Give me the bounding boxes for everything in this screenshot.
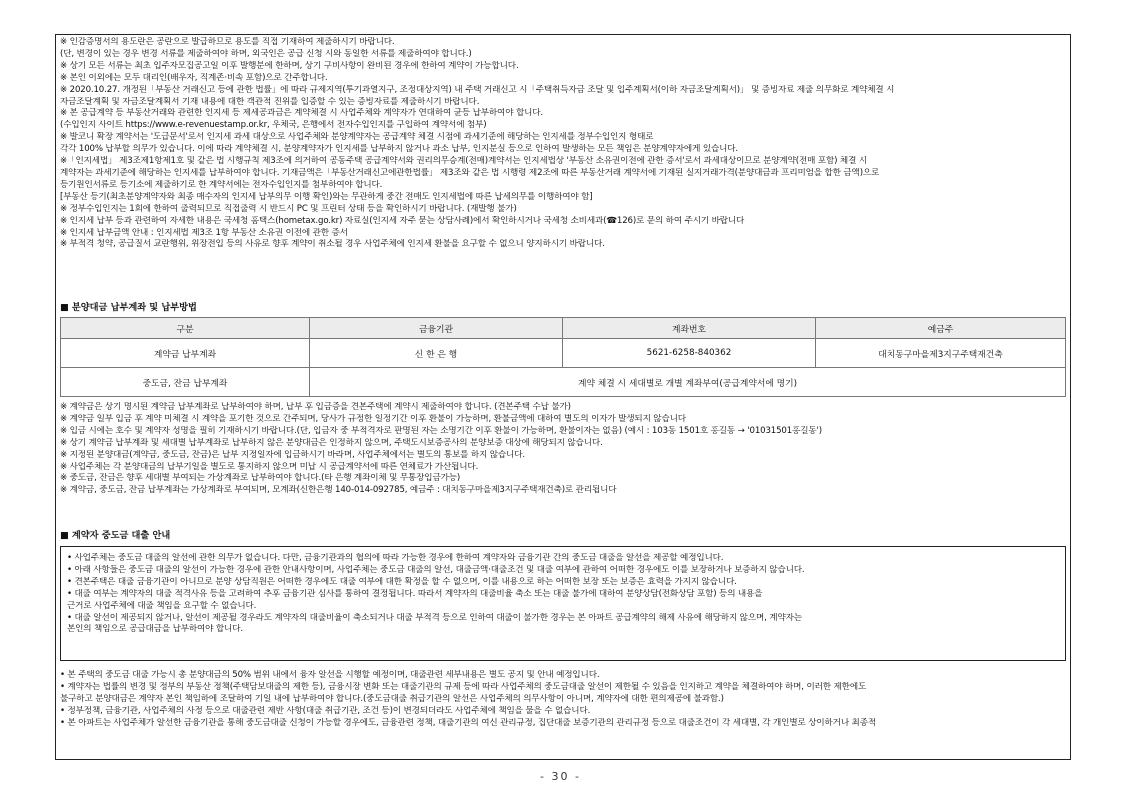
table-header-row <box>61 318 1066 339</box>
note-line: ※ 계약금, 중도금, 잔금 납부계좌는 가상계좌로 부여되며, 모계좌(신한은행 140-014-092785, 예금주 : 대치동구마을제3지구주택재건축)로 관리됩니다 <box>60 485 617 496</box>
note-line: 등기원인서류로 등기소에 제출하기로 한 계약서에는 전자수입인지를 첨부하여야 합니다. <box>60 179 383 190</box>
notes-top <box>60 37 1068 251</box>
note-line: [부동산 등기(최초분양계약자와 최종 매수자의 인지세 납부의무 이행 확인)와는 무관하게 중간 전매도 인지세법에 따른 납세의무를 이행하여야 함] <box>60 191 593 202</box>
note-line: ※ 입금 시에는 호수 및 계약자 성명을 필히 기재하시기 바랍니다.(단, 입금자 중 부적격자로 판명된 자는 소명기간 이후 환불이 가능하며, 환불이자는 없음) (예시 : 103동 1501호 홍길동 → '01031501홍길동') <box>60 425 822 436</box>
table-cell: 5621-6258-840362 <box>563 339 816 368</box>
table-cell: 신 한 은 행 <box>310 339 563 368</box>
note-line: 자금조달계획 및 자금조달계획서 기재 내용에 대한 객관적 진위를 입증할 수 있는 증빙자료를 제출하시기 바랍니다. <box>60 96 480 107</box>
note-line: ※ 인감증명서의 용도란은 공란으로 발급하므로 용도를 직접 기재하여 제출하시기 바랍니다. <box>60 37 395 47</box>
table-header-cell: 구분 <box>61 318 310 339</box>
note-line: ※ 사업주체는 각 분양대금의 납부기일을 별도로 통지하지 않으며 미납 시 공급계약서에 따른 연체료가 가산됩니다. <box>60 461 479 472</box>
loan-line: 본인의 책임으로 공급대금을 납부하여야 합니다. <box>67 624 243 635</box>
note-line: ※ 부적격 청약, 공급질서 교란행위, 위장전입 등의 사유로 향후 계약이 취소될 경우 사업주체에 인지세 환불을 요구할 수 없으니 양지하시기 바랍니다. <box>60 239 605 250</box>
loan-line: 근거로 사업주체에 대출 책임을 요구할 수 없습니다. <box>67 600 257 611</box>
note-line: 불구하고 분양대금은 계약자 본인 책임하에 조달하여 기일 내에 납부하여야 합니다.(중도금대출 취급기관의 알선은 사업주체의 의무사항이 아니며, 계약자에 대한 편의제공에 불과함.) <box>60 693 724 704</box>
section-title-payment: ■ 분양대금 납부계좌 및 납부방법 <box>60 302 197 313</box>
note-line: ※ 중도금, 잔금은 향후 세대별 부여되는 가상계좌로 납부하여야 합니다.(타 은행 계좌이체 및 무통장입금가능) <box>60 473 461 484</box>
note-line: (수입인지 사이트 https://www.e-revenuestamp.or.kr, 우체국, 은행에서 전자수입인지를 구입하여 계약서에 첨부) <box>60 120 487 131</box>
table-row <box>61 368 1066 397</box>
table-header-cell: 금융기관 <box>310 318 563 339</box>
note-line: ※ 인지세 납부금액 안내 : 인지세법 제3조 1항 부동산 소유권 이전에 관한 증서 <box>60 227 348 238</box>
payment-account-table <box>60 317 1066 397</box>
note-line: ※ 지정된 분양대금(계약금, 중도금, 잔금)은 납부 지정일자에 입금하시기 바라며, 사업주체에서는 별도의 통보를 하지 않습니다. <box>60 449 525 460</box>
loan-line: • 대출 여부는 계약자의 대출 적격사유 등을 고려하여 추후 금융기관 심사를 통하여 결정됩니다. 따라서 계약자의 대출비율 축소 또는 대출 불가에 대하여 분양상담(전화상담 포함) 등의 내용을 <box>67 588 763 599</box>
loan-info-box <box>60 546 1066 661</box>
note-line: ※ 계약금은 상기 명시된 계약금 납부계좌로 납부하여야 하며, 납부 후 입금증을 견본주택에 계약시 제출하여야 합니다. (견본주택 수납 불가) <box>60 402 571 412</box>
loan-line: • 아래 사항들은 중도금 대출의 알선이 가능한 경우에 관한 안내사항이며, 사업주체는 중도금 대출의 알선, 대출금액·대출조건 및 대출 여부에 관하여 어떠한 경우에도 이를 보장하거나 보증하지 않습니다. <box>67 564 805 575</box>
table-cell: 계약금 납부계좌 <box>61 339 310 368</box>
note-line: ※ 정부수입인지는 1회에 한하여 출력되므로 직접출력 시 반드시 PC 및 프린터 상태 등을 확인하시기 바랍니다. (재발행 불가) <box>60 203 517 214</box>
note-line: ※ 인지세 납부 등과 관련하여 자세한 내용은 국세청 홈택스(hometax.go.kr) 자료실(인지세 자주 묻는 상담사례)에서 확인하시거나 국세청 소비세과(☎126)로 문의 하여 주시기 바랍니다 <box>60 215 745 226</box>
note-line: ※ 상기 모든 서류는 최초 입주자모집공고일 이후 발행분에 한하며, 상기 구비사항이 완비된 경우에 한하여 계약이 가능합니다. <box>60 60 519 71</box>
table-header-cell: 예금주 <box>816 318 1066 339</box>
table-cell: 대치동구마을제3지구주택재건축 <box>816 339 1066 368</box>
note-line: ※ 계약금 일부 입금 후 계약 미체결 시 계약을 포기한 것으로 간주되며, 당사가 규정한 일정기간 이후 환불이 가능하며, 환불금액에 대하여 별도의 이자가 발생되지 않습니다 <box>60 413 686 424</box>
loan-line: • 견본주택은 대출 금융기관이 아니므로 분양 상담직원은 어떠한 경우에도 대출 여부에 대한 확정을 할 수 없으며, 이를 내용으로 하는 어떠한 보장 또는 보증은 효력을 가지지 않습니다. <box>67 576 737 587</box>
note-line: • 본 주택의 중도금 대출 가능시 총 분양대금의 50% 범위 내에서 융자 알선을 시행할 예정이며, 대출관련 세부내용은 별도 공지 및 안내 예정입니다. <box>60 670 600 680</box>
loan-line: • 대출 알선이 제공되지 않거나, 알선이 제공될 경우라도 계약자의 대출비율이 축소되거나 대출 부적격 등으로 인하여 대출이 불가한 경우는 본 아파트 공급계약의 해제 사유에 해당하지 않으며, 계약자는 <box>67 612 802 623</box>
note-line: • 정부정책, 금융기관, 사업주체의 사정 등으로 대출관련 제반 사항(대출 취급기관, 조건 등)이 변경되더라도 사업주체에 책임을 물을 수 없습니다. <box>60 705 591 716</box>
table-row <box>61 339 1066 368</box>
note-line: 계약자는 과세기준에 해당하는 인지세를 납부하여야 합니다. 기재금액은「부동산거래신고에관한법률」 제3조와 같은 법 시행령 제2조에 따른 부동산거래 계약서에 기재된 실지거래가격(분양대금과 프리미엄을 합한 금액)으로 <box>60 167 880 178</box>
note-line: ※「인지세법」 제3조제1항제1호 및 같은 법 시행규칙 제3조에 의거하여 공동주택 공급계약서와 권리의무승계(전매)계약서는 인지세법상 '부동산 소유권이전에 관한 증서'로서 과세대상이므로 분양계약(전매 포함) 체결 시 <box>60 156 867 167</box>
section-title-loan: ■ 계약자 중도금 대출 안내 <box>60 530 171 541</box>
table-cell: 중도금, 잔금 납부계좌 <box>61 368 310 397</box>
note-line: ※ 발코니 확장 계약서는 '도급문서'로서 인지세 과세 대상으로 사업주체와 분양계약자는 공급계약 체결 시점에 과세기준에 해당하는 인지세를 정부수입인지 형태로 <box>60 132 654 143</box>
notes-bottom <box>60 670 1068 730</box>
loan-line: • 사업주체는 중도금 대출의 알선에 관한 의무가 없습니다. 다만, 금융기관과의 협의에 따라 가능한 경우에 한하여 계약자와 금융기관 간의 중도금 대출을 알선을 제공할 예정입니다. <box>67 553 724 563</box>
note-line: ※ 본인 이외에는 모두 대리인(배우자, 직계존·비속 포함)으로 간주합니다. <box>60 72 328 83</box>
note-line: ※ 상기 계약금 납부계좌 및 세대별 납부계좌로 납부하지 않은 분양대금은 인정하지 않으며, 주택도시보증공사의 분양보증 대상에 해당되지 않습니다. <box>60 437 603 448</box>
note-line: ※ 본 공급계약 등 부동산거래와 관련한 인지세 등 제세공과금은 계약체결 시 사업주체와 계약자가 연대하여 균등 납부하여야 합니다. <box>60 108 543 119</box>
note-line: (단, 변경이 있는 경우 변경 서류를 제출하여야 하며, 외국인은 공급 신청 시와 동일한 서류를 제출하여야 합니다.) <box>60 48 472 59</box>
notes-payment <box>60 402 1068 497</box>
note-line: • 본 아파트는 사업주체가 알선한 금융기관을 통해 중도금대출 신청이 가능할 경우에도, 금융관련 정책, 대출기관의 여신 관리규정, 집단대출 보증기관의 관리규정 등으로 대출조건이 각 세대별, 각 개인별로 상이하거나 최종적 <box>60 717 877 728</box>
table-header-cell: 계좌번호 <box>563 318 816 339</box>
page-number: - 30 - <box>540 770 581 783</box>
note-line: 각각 100% 납부할 의무가 있습니다. 이에 따라 계약체결 시, 분양계약자가 인지세를 납부하지 않거나 과소 납부, 인지분실 등으로 인하여 발생하는 모든 책임은 분양계약자에게 있습니다. <box>60 144 739 155</box>
note-line: ※ 2020.10.27. 개정된「부동산 거래신고 등에 관한 법률」에 따라 규제지역(투기과열지구, 조정대상지역) 내 주택 거래신고 시「주택취득자금 조달 및 입주계획서(이하 자금조달계획서)」 및 증빙자료 제출 의무화로 계약체결 시 <box>60 84 895 95</box>
table-cell: 계약 체결 시 세대별로 개별 계좌부여(공급계약서에 명기) <box>310 368 1066 397</box>
note-line: • 계약자는 법률의 변경 및 정부의 부동산 정책(주택담보대출의 제한 등), 금융시장 변화 또는 대출기관의 규제 등에 따라 사업주체의 중도금대출 알선이 제한될 수 있음을 인지하고 계약을 체결하여야 하며, 이러한 제한에도 <box>60 681 867 692</box>
